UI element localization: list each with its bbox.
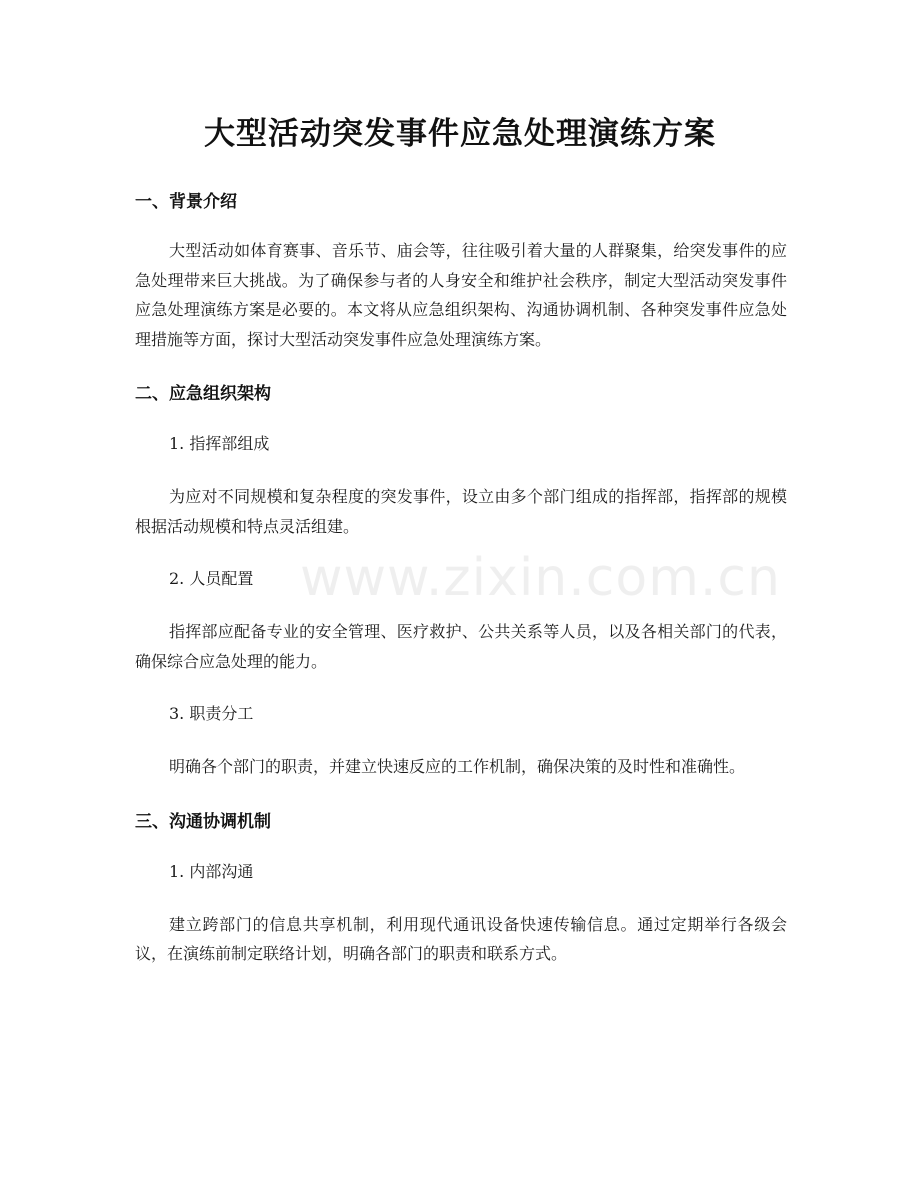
watermark: www.zixin.com.cn [300, 548, 781, 608]
paragraph-staffing: 指挥部应配备专业的安全管理、医疗救护、公共关系等人员，以及各相关部门的代表，确保综合应急处理的能力。 [135, 622, 787, 671]
subheading-staffing: 2. 人员配置 [169, 569, 254, 588]
paragraph-responsibilities: 明确各个部门的职责，并建立快速反应的工作机制，确保决策的及时性和准确性。 [169, 757, 746, 776]
document-body [135, 188, 787, 993]
section-paragraph-background: 大型活动如体育赛事、音乐节、庙会等，往往吸引着大量的人群聚集，给突发事件的应急处理带来巨大挑战。为了确保参与者的人身安全和维护社会秩序，制定大型活动突发事件应急处理演练方案是必要的。本文将从应急组织架构、沟通协调机制、各种突发事件应急处理措施等方面，探讨大型活动突发事件应急处理演练方案。 [135, 241, 787, 349]
paragraph-internal-communication: 建立跨部门的信息共享机制，利用现代通讯设备快速传输信息。通过定期举行各级会议，在演练前制定联络计划，明确各部门的职责和联系方式。 [135, 914, 787, 963]
subheading-command-center: 1. 指挥部组成 [169, 434, 270, 453]
document-title: 大型活动突发事件应急处理演练方案 [204, 116, 716, 152]
subheading-responsibilities: 3. 职责分工 [169, 704, 254, 723]
section-heading-communication: 三、沟通协调机制 [135, 811, 271, 832]
section-heading-organization: 二、应急组织架构 [135, 384, 271, 404]
paragraph-command-center: 为应对不同规模和复杂程度的突发事件，设立由多个部门组成的指挥部，指挥部的规模根据活动规模和特点灵活组建。 [135, 487, 787, 536]
subheading-internal-communication: 1. 内部沟通 [169, 861, 254, 881]
section-heading-background: 一、背景介绍 [135, 192, 237, 212]
